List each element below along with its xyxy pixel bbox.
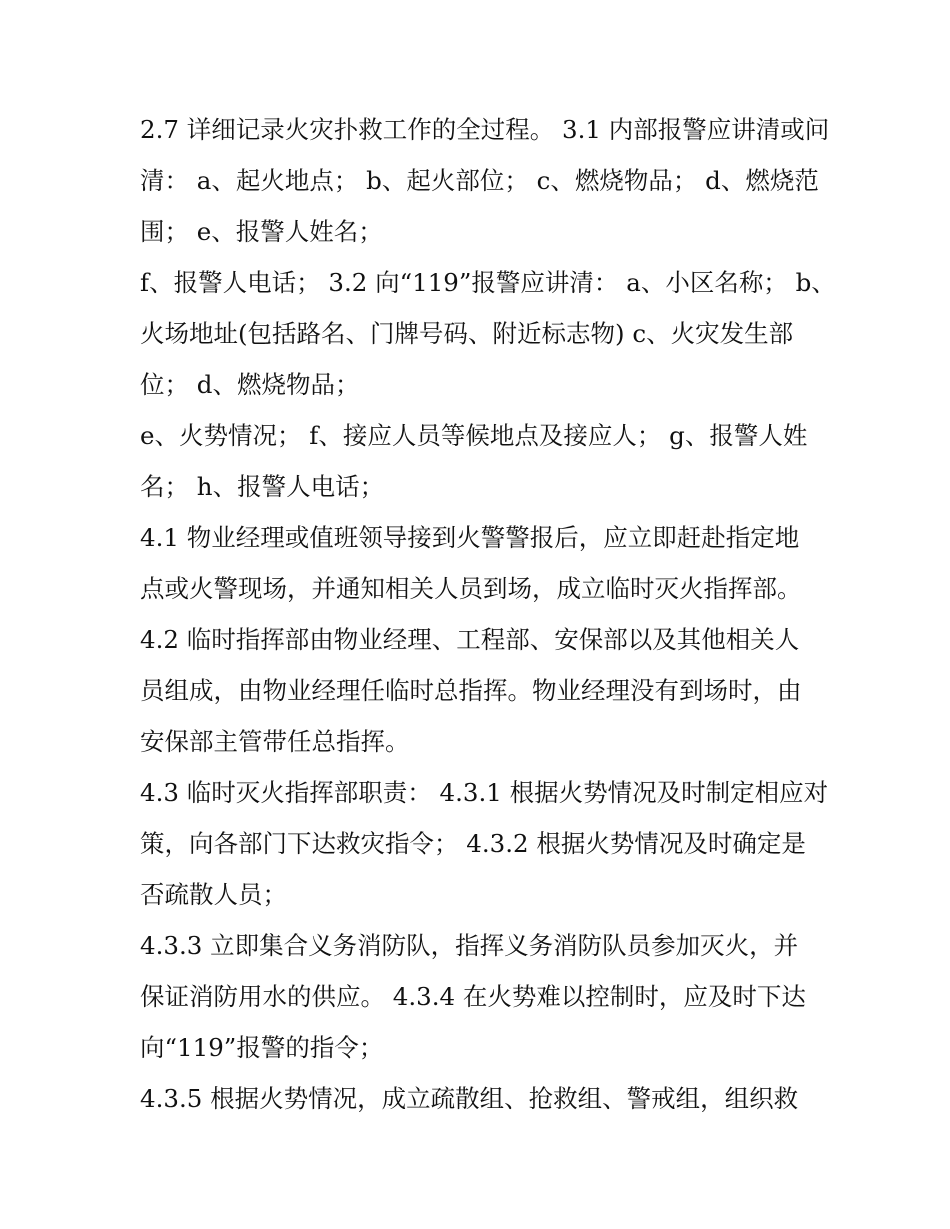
text-line: 保证消防用水的供应。 4.3.4 在火势难以控制时，应及时下达 (140, 982, 806, 1011)
text-line: 点或火警现场，并通知相关人员到场，成立临时灭火指挥部。 (140, 574, 802, 603)
text-line: 否疏散人员； (140, 880, 287, 909)
paragraph-4-3-5 (140, 1073, 830, 1124)
text-line: 位； d、燃烧物品； (140, 370, 360, 399)
paragraph-4-2 (140, 614, 830, 767)
text-line: 4.1 物业经理或值班领导接到火警警报后，应立即赶赴指定地 (140, 523, 800, 552)
text-line: 4.3 临时灭火指挥部职责： 4.3.1 根据火势情况及时制定相应对 (140, 778, 829, 807)
paragraph-4-1 (140, 512, 830, 614)
text-line: 围； e、报警人姓名； (140, 217, 383, 246)
text-line: 安保部主管带任总指挥。 (140, 727, 410, 756)
paragraph-2-7 (140, 104, 830, 257)
text-line: 4.3.3 立即集合义务消防队，指挥义务消防队员参加灭火，并 (140, 931, 799, 960)
paragraph-3-2-cont (140, 410, 830, 512)
text-line: f、报警人电话； 3.2 向“119”报警应讲清： a、小区名称； b、 (140, 268, 836, 297)
text-line: 4.3.5 根据火势情况，成立疏散组、抢救组、警戒组，组织救 (140, 1084, 799, 1113)
text-line: 员组成，由物业经理任临时总指挥。物业经理没有到场时，由 (140, 676, 802, 705)
paragraph-4-3-3 (140, 920, 830, 1073)
text-line: 清： a、起火地点； b、起火部位； c、燃烧物品； d、燃烧范 (140, 166, 819, 195)
paragraph-4-3 (140, 767, 830, 920)
text-line: 4.2 临时指挥部由物业经理、工程部、安保部以及其他相关人 (140, 625, 800, 654)
text-line: 向“119”报警的指令； (140, 1033, 384, 1062)
text-line: 名； h、报警人电话； (140, 472, 385, 501)
text-line: e、火势情况； f、接应人员等候地点及接应人； g、报警人姓 (140, 421, 808, 450)
text-line: 策，向各部门下达救灾指令； 4.3.2 根据火势情况及时确定是 (140, 829, 806, 858)
text-line: 火场地址(包括路名、门牌号码、附近标志物) c、火灾发生部 (140, 319, 794, 348)
document-body (140, 104, 836, 1124)
text-line: 2.7 详细记录火灾扑救工作的全过程。 3.1 内部报警应讲清或问 (140, 115, 830, 144)
paragraph-3-2 (140, 257, 836, 410)
